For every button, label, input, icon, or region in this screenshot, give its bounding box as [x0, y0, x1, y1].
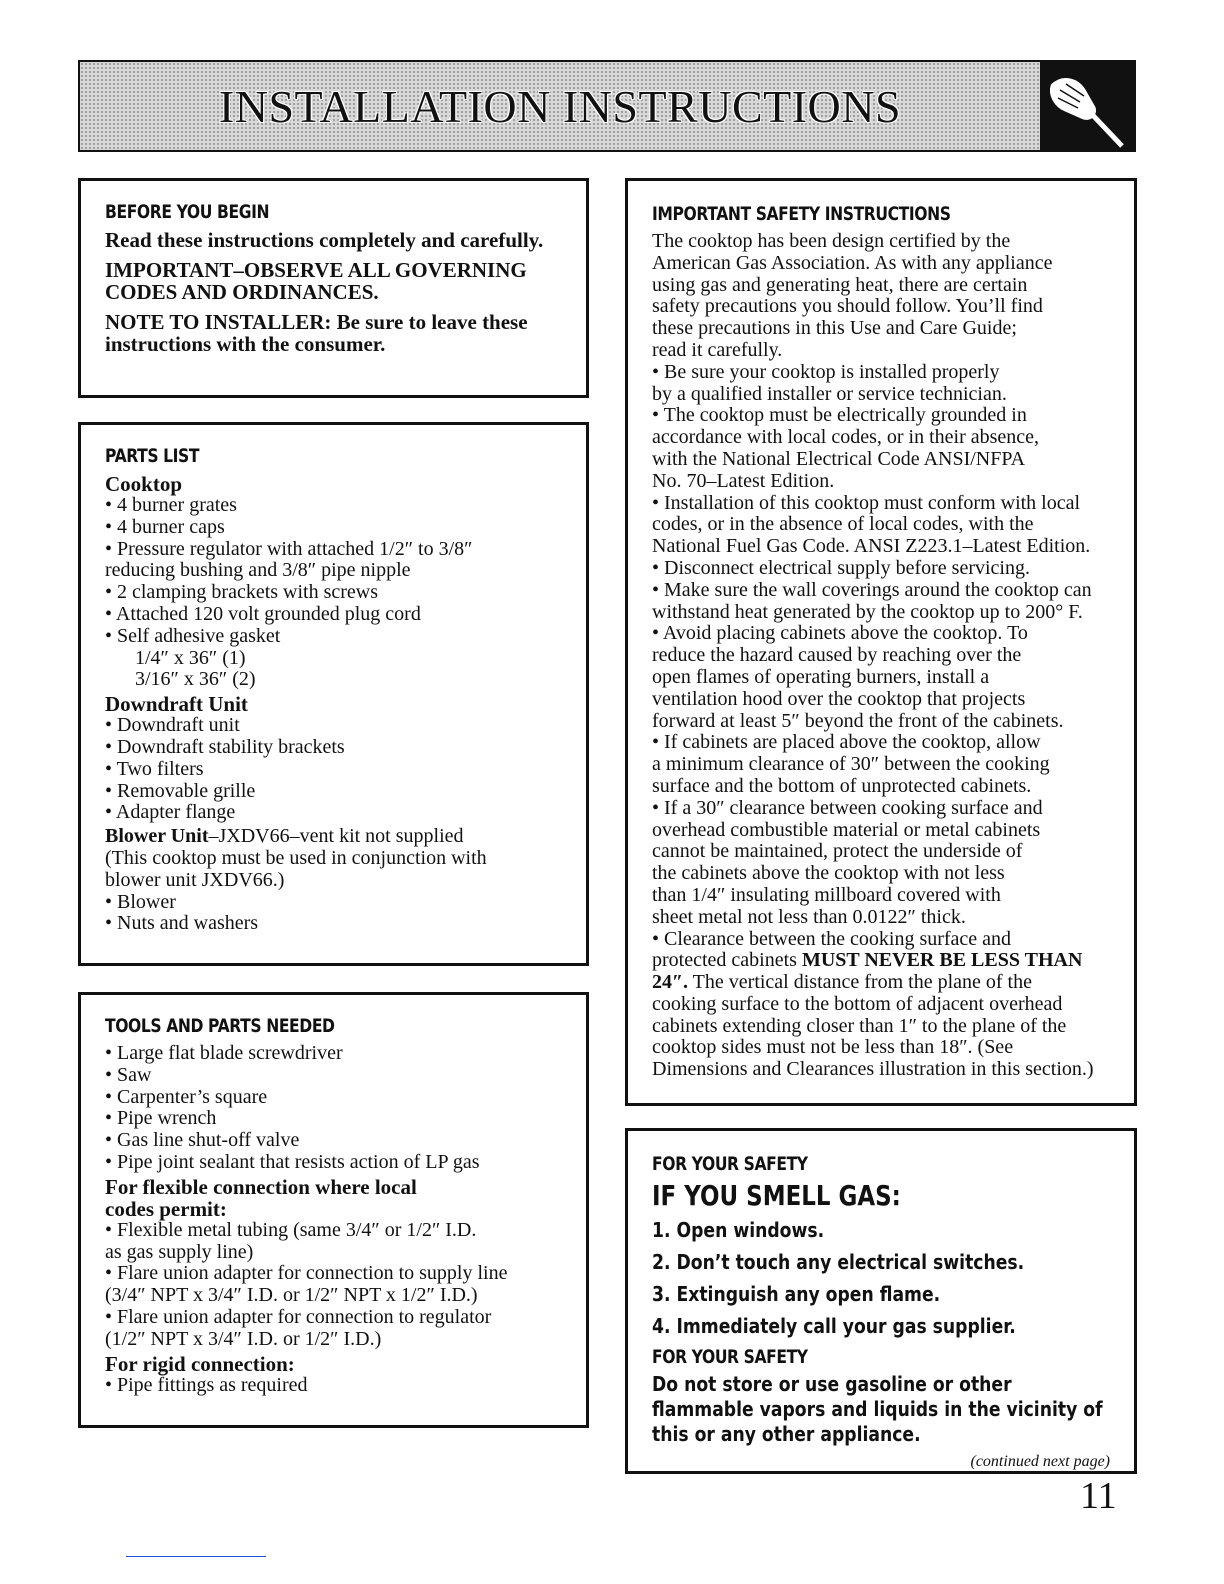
- body-line: cabinets extending closer than 1″ to the plane of the: [652, 1014, 1067, 1037]
- safety-step: 2. Don’t touch any electrical switches.: [652, 1250, 1025, 1274]
- body-line: read it carefully.: [652, 338, 783, 361]
- safety-heading-2: FOR YOUR SAFETY: [652, 1346, 808, 1368]
- footer-divider: [126, 1556, 266, 1557]
- safety-step: 1. Open windows.: [652, 1218, 825, 1242]
- list-item: • Gas line shut-off valve: [105, 1129, 300, 1152]
- body-line: by a qualified installer or service technician.: [652, 382, 1007, 405]
- hand-wrench-icon: [1040, 62, 1134, 150]
- rigid-connection-subheading: For rigid connection:: [105, 1351, 295, 1376]
- downdraft-subheading: Downdraft Unit: [105, 692, 248, 717]
- before-read-note: Read these instructions completely and carefully.: [105, 228, 544, 252]
- body-line: No. 70–Latest Edition.: [652, 469, 835, 492]
- important-tail: [652, 994, 1110, 1081]
- safety-step: 3. Extinguish any open flame.: [652, 1282, 941, 1306]
- blower-note: –JXDV66–vent kit not supplied: [208, 825, 464, 848]
- body-line: • Make sure the wall coverings around the cooktop can: [652, 578, 1092, 601]
- before-installer-note: NOTE TO INSTALLER: Be sure to leave these instructions with the consumer.: [105, 310, 528, 356]
- list-item: (3/4″ NPT x 3/4″ I.D. or 1/2″ NPT x 1/2″ I.D.): [105, 1284, 478, 1307]
- body-line: The cooktop has been design certified by the: [652, 230, 1011, 252]
- clearance-emphasis: MUST NEVER BE LESS THAN: [801, 949, 1083, 972]
- list-item: • Pipe joint sealant that resists action of LP gas: [105, 1150, 480, 1173]
- clearance-line-2: [652, 972, 1110, 994]
- list-item: • Nuts and washers: [105, 912, 259, 935]
- body-line: Dimensions and Clearances illustration in this section.): [652, 1058, 1094, 1081]
- list-item: • Two filters: [105, 757, 204, 780]
- gasket-size: 1/4″ x 36″ (1): [135, 646, 246, 669]
- body-line: open flames of operating burners, install a: [652, 665, 990, 688]
- body-line: • Disconnect electrical supply before servicing.: [652, 556, 1030, 579]
- list-item: • Blower: [105, 890, 176, 913]
- body-line: a minimum clearance of 30″ between the cooking: [652, 753, 1050, 776]
- list-item: • Flare union adapter for connection to supply line: [105, 1262, 508, 1285]
- clearance-line: [652, 950, 1110, 972]
- blower-line: [105, 826, 562, 848]
- list-item: (1/2″ NPT x 3/4″ I.D. or 1/2″ I.D.): [105, 1327, 382, 1350]
- body-line: using gas and generating heat, there are certain: [652, 273, 1028, 296]
- list-item: • Self adhesive gasket: [105, 624, 281, 647]
- list-item: • Large flat blade screwdriver: [105, 1042, 343, 1064]
- clearance-text-2: The vertical distance from the plane of the: [688, 971, 1032, 994]
- list-item: • 2 clamping brackets with screws: [105, 581, 379, 604]
- body-line: ventilation hood over the cooktop that projects: [652, 687, 1026, 710]
- list-item: • Adapter flange: [105, 801, 236, 824]
- body-line: American Gas Association. As with any appliance: [652, 251, 1053, 274]
- gas-safety-section: [625, 1128, 1137, 1474]
- body-line: • Clearance between the cooking surface and: [652, 927, 1012, 950]
- banner-title: INSTALLATION INSTRUCTIONS: [218, 81, 902, 132]
- body-line: reduce the hazard caused by reaching over the: [652, 644, 1022, 667]
- body-line: surface and the bottom of unprotected cabinets.: [652, 774, 1032, 797]
- body-line: accordance with local codes, or in their absence,: [652, 426, 1040, 449]
- body-line: cooking surface to the bottom of adjacent overhead: [652, 992, 1063, 1015]
- tools-heading: TOOLS AND PARTS NEEDED: [105, 1015, 335, 1037]
- body-line: these precautions in this Use and Care Guide;: [652, 317, 1017, 340]
- list-item: • Downdraft stability brackets: [105, 735, 345, 758]
- body-line: forward at least 5″ beyond the front of the cabinets.: [652, 709, 1064, 732]
- body-line: codes, or in the absence of local codes, with the: [652, 513, 1034, 536]
- list-item: (This cooktop must be used in conjunction with: [105, 846, 487, 869]
- before-you-begin-section: [78, 178, 589, 398]
- important-heading: IMPORTANT SAFETY INSTRUCTIONS: [652, 203, 951, 225]
- body-line: • The cooktop must be electrically grounded in: [652, 404, 1027, 427]
- tools-section: [78, 992, 589, 1428]
- clearance-emphasis-2: 24″.: [652, 971, 689, 994]
- smell-gas-heading: IF YOU SMELL GAS:: [652, 1179, 901, 1212]
- body-line: with the National Electrical Code ANSI/NFPA: [652, 447, 1026, 470]
- flexible-connection-subheading: For flexible connection where local: [105, 1174, 417, 1199]
- cooktop-subheading: Cooktop: [105, 472, 183, 496]
- important-safety-section: [625, 178, 1137, 1106]
- body-line: overhead combustible material or metal cabinets: [652, 818, 1041, 841]
- list-item: • Removable grille: [105, 779, 256, 802]
- list-item: as gas supply line): [105, 1240, 254, 1263]
- parts-list-section: [78, 422, 589, 966]
- continued-note: (continued next page): [970, 1453, 1110, 1470]
- gasoline-warning: Do not store or use gasoline or other flammable vapors and liquids in the vicinity of this or any other appliance.: [652, 1372, 1103, 1446]
- list-item: • Pipe wrench: [105, 1107, 217, 1130]
- flexible-connection-subheading-cont: codes permit:: [105, 1196, 227, 1221]
- body-line: • If cabinets are placed above the cooktop, allow: [652, 731, 1041, 754]
- list-item: • Pipe fittings as required: [105, 1373, 308, 1396]
- page-banner: [78, 60, 1136, 152]
- body-line: • Be sure your cooktop is installed properly: [652, 360, 1000, 383]
- list-item: • Downdraft unit: [105, 714, 240, 737]
- list-item: • 4 burner caps: [105, 515, 225, 538]
- list-item: • Flare union adapter for connection to regulator: [105, 1305, 492, 1328]
- list-item: reducing bushing and 3/8″ pipe nipple: [105, 559, 411, 582]
- list-item: • Carpenter’s square: [105, 1085, 268, 1108]
- body-line: • Avoid placing cabinets above the cooktop. To: [652, 622, 1028, 645]
- body-line: National Fuel Gas Code. ANSI Z223.1–Latest Edition.: [652, 535, 1091, 558]
- body-line: • If a 30″ clearance between cooking surface and: [652, 796, 1043, 819]
- list-item: • Pressure regulator with attached 1/2″ to 3/8″: [105, 537, 473, 560]
- list-item: blower unit JXDV66.): [105, 868, 285, 891]
- body-line: cannot be maintained, protect the underside of: [652, 840, 1023, 863]
- body-line: cooktop sides must not be less than 18″. (See: [652, 1036, 1014, 1059]
- list-item: • Attached 120 volt grounded plug cord: [105, 602, 421, 625]
- body-line: • Installation of this cooktop must conform with local: [652, 491, 1081, 514]
- blower-subheading: Blower Unit: [105, 825, 209, 848]
- body-line: withstand heat generated by the cooktop up to 200° F.: [652, 600, 1083, 623]
- page-number: 11: [1080, 1475, 1117, 1517]
- body-line: the cabinets above the cooktop with not less: [652, 862, 1005, 885]
- body-line: safety precautions you should follow. You’ll find: [652, 295, 1043, 318]
- list-item: • 4 burner grates: [105, 494, 237, 516]
- before-codes-note: IMPORTANT–OBSERVE ALL GOVERNING CODES AND ORDINANCES.: [105, 258, 527, 304]
- body-line: than 1/4″ insulating millboard covered with: [652, 883, 1001, 906]
- parts-heading: PARTS LIST: [105, 445, 200, 467]
- list-item: • Saw: [105, 1063, 152, 1086]
- safety-heading: FOR YOUR SAFETY: [652, 1153, 808, 1175]
- important-body: [652, 231, 1110, 950]
- before-heading: BEFORE YOU BEGIN: [105, 201, 270, 223]
- clearance-text: protected cabinets: [652, 949, 802, 972]
- safety-step: 4. Immediately call your gas supplier.: [652, 1314, 1016, 1338]
- gasket-size: 3/16″ x 36″ (2): [135, 668, 256, 691]
- list-item: • Flexible metal tubing (same 3/4″ or 1/2″ I.D.: [105, 1218, 477, 1241]
- body-line: sheet metal not less than 0.0122″ thick.: [652, 905, 966, 928]
